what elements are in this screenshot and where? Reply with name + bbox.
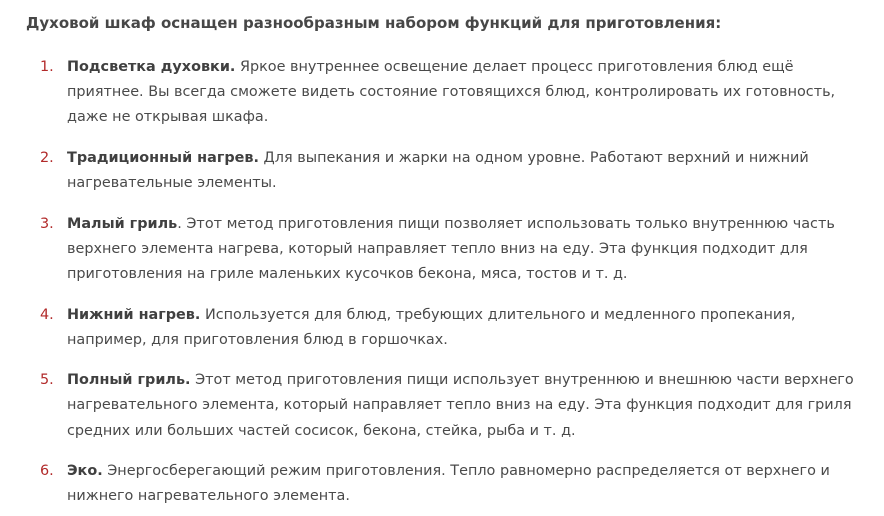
list-item [26,303,872,353]
list-item-text: Яркое внутреннее освещение делает процесс приготовления блюд ещё приятнее. Вы всегда сможете видеть состояние готовящихся блюд, контролировать их готовность, даже не открывая шкафа. [67,59,836,126]
list-item [26,368,872,444]
list-item-title: Традиционный нагрев. [67,149,259,166]
list-item-title: Эко. [67,463,103,480]
list-item-number: 3. [40,215,54,232]
list-item-title: Нижний нагрев. [67,306,201,323]
list-item-number: 2. [40,149,54,166]
list-item [26,459,872,509]
list-item-title: Подсветка духовки. [67,59,236,75]
list-item-text: . Этот метод приготовления пищи позволяет использовать только внутреннюю часть верхнего элемента нагрева, который направляет тепло вниз на еду. Эта функция подходит для приготовления на гриле маленьких кусочков бекона, мяса, тостов и т. д. [67,215,835,283]
list-item-number: 4. [40,306,54,323]
list-item-text: Энергосберегающий режим приготовления. Тепло равномерно распределяется от верхнего и нижнего нагревательного элемента. [67,463,830,505]
list-item [26,55,872,131]
list-item-title: Полный гриль. [67,372,191,389]
feature-list [26,55,872,510]
list-item-number: 6. [40,463,54,480]
list-item-text: Для выпекания и жарки на одном уровне. Работают верхний и нижний нагревательные элементы. [67,149,809,192]
list-item-text: Используется для блюд, требующих длительного и медленного пропекания, например, для приготовления блюд в горшочках. [67,306,796,348]
list-item-number: 1. [40,59,54,75]
list-item-number: 5. [40,372,54,389]
intro-heading: Духовой шкаф оснащен разнообразным набором функций для приготовления: [26,14,722,32]
list-item-title: Малый гриль [67,215,178,232]
list-item [26,212,872,288]
list-item-text: Этот метод приготовления пищи использует внутреннюю и внешнюю части верхнего нагревательного элемента, который направляет тепло вниз на еду. Эта функция подходит для гриля средних или больших частей сосисок, бекона, стейка, рыба и т. д. [67,372,854,439]
list-item [26,146,872,196]
